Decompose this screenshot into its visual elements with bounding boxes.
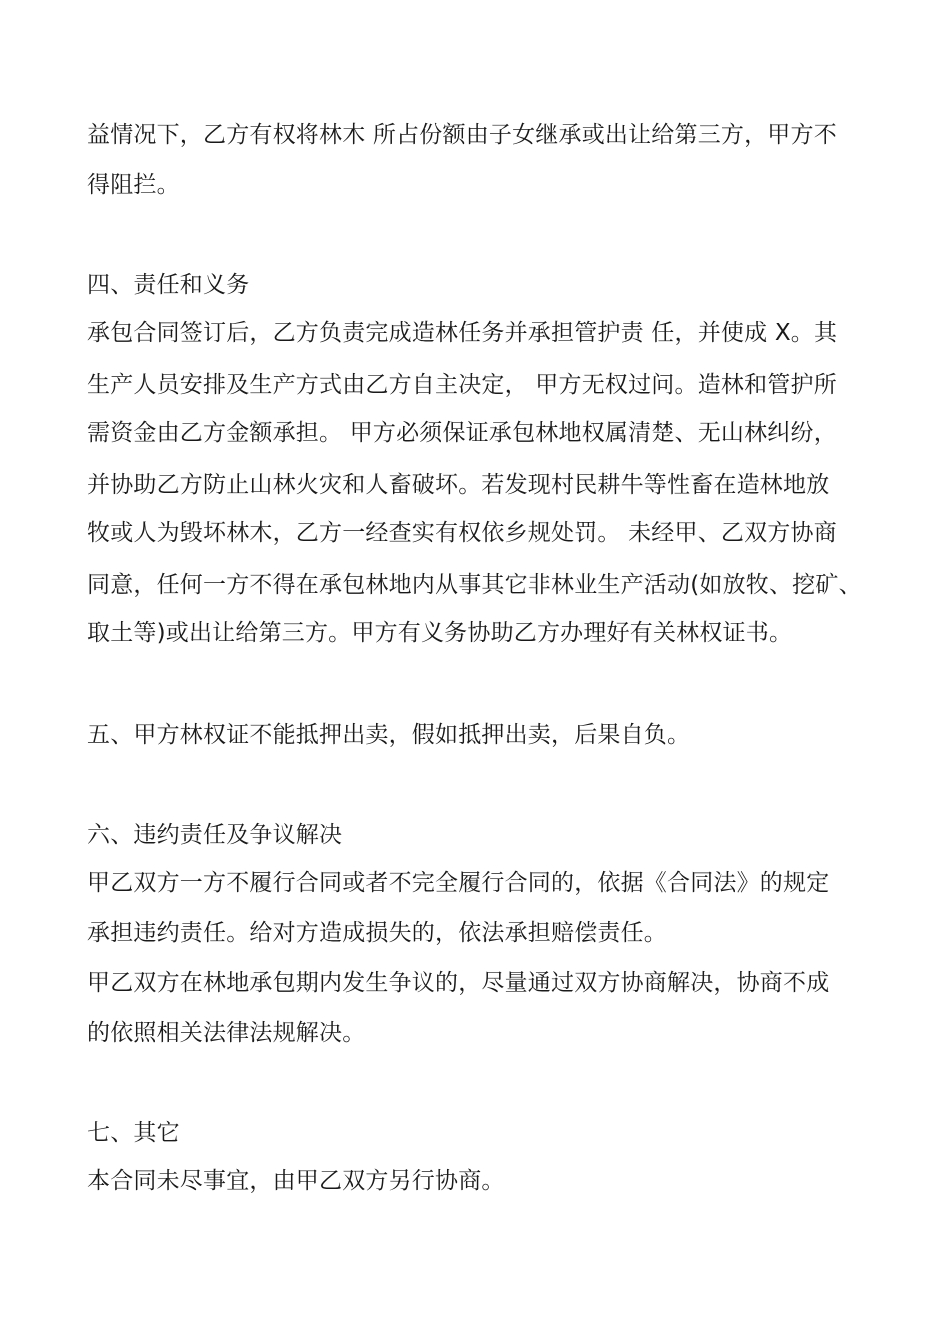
continuation-line-2: 得阻拦。 <box>87 172 180 198</box>
section-6-heading: 六、违约责任及争议解决 <box>87 822 343 848</box>
section-4-line-2: 生产人员安排及生产方式由乙方自主决定， 甲方无权过问。造林和管护所 <box>87 372 837 398</box>
section-4-line-3: 需资金由乙方金额承担。 甲方必须保证承包林地权属清楚、无山林纠纷， <box>87 420 837 446</box>
section-6-line-4: 的依照相关法律法规解决。 <box>87 1020 366 1046</box>
section-7-heading: 七、其它 <box>87 1120 180 1146</box>
section-4-heading: 四、责任和义务 <box>87 272 250 298</box>
section-7-line-1: 本合同未尽事宜，由甲乙双方另行协商。 <box>87 1168 505 1194</box>
section-6-line-3: 甲乙双方在林地承包期内发生争议的，尽量通过双方协商解决，协商不成 <box>87 970 830 996</box>
section-4-line-7: 取土等)或出让给第三方。甲方有义务协助乙方办理好有关林权证书。 <box>87 620 793 646</box>
section-4-line-1: 承包合同签订后，乙方负责完成造林任务并承担管护责 任，并使成 X。其 <box>87 320 838 346</box>
section-5-heading: 五、甲方林权证不能抵押出卖，假如抵押出卖，后果自负。 <box>87 722 691 748</box>
section-6-line-1: 甲乙双方一方不履行合同或者不完全履行合同的，依据《合同法》的规定 <box>87 870 830 896</box>
section-4-line-5: 牧或人为毁坏林木，乙方一经查实有权依乡规处罚。 未经甲、乙双方协商 <box>87 520 837 546</box>
continuation-line-1: 益情况下，乙方有权将林木 所占份额由子女继承或出让给第三方，甲方不 <box>87 122 837 148</box>
section-4-line-4: 并协助乙方防止山林火灾和人畜破坏。若发现村民耕牛等性畜在造林地放 <box>87 472 830 498</box>
section-6-line-2: 承担违约责任。给对方造成损失的，依法承担赔偿责任。 <box>87 920 667 946</box>
section-4-line-6: 同意，任何一方不得在承包林地内从事其它非林业生产活动(如放牧、挖矿、 <box>87 572 862 598</box>
